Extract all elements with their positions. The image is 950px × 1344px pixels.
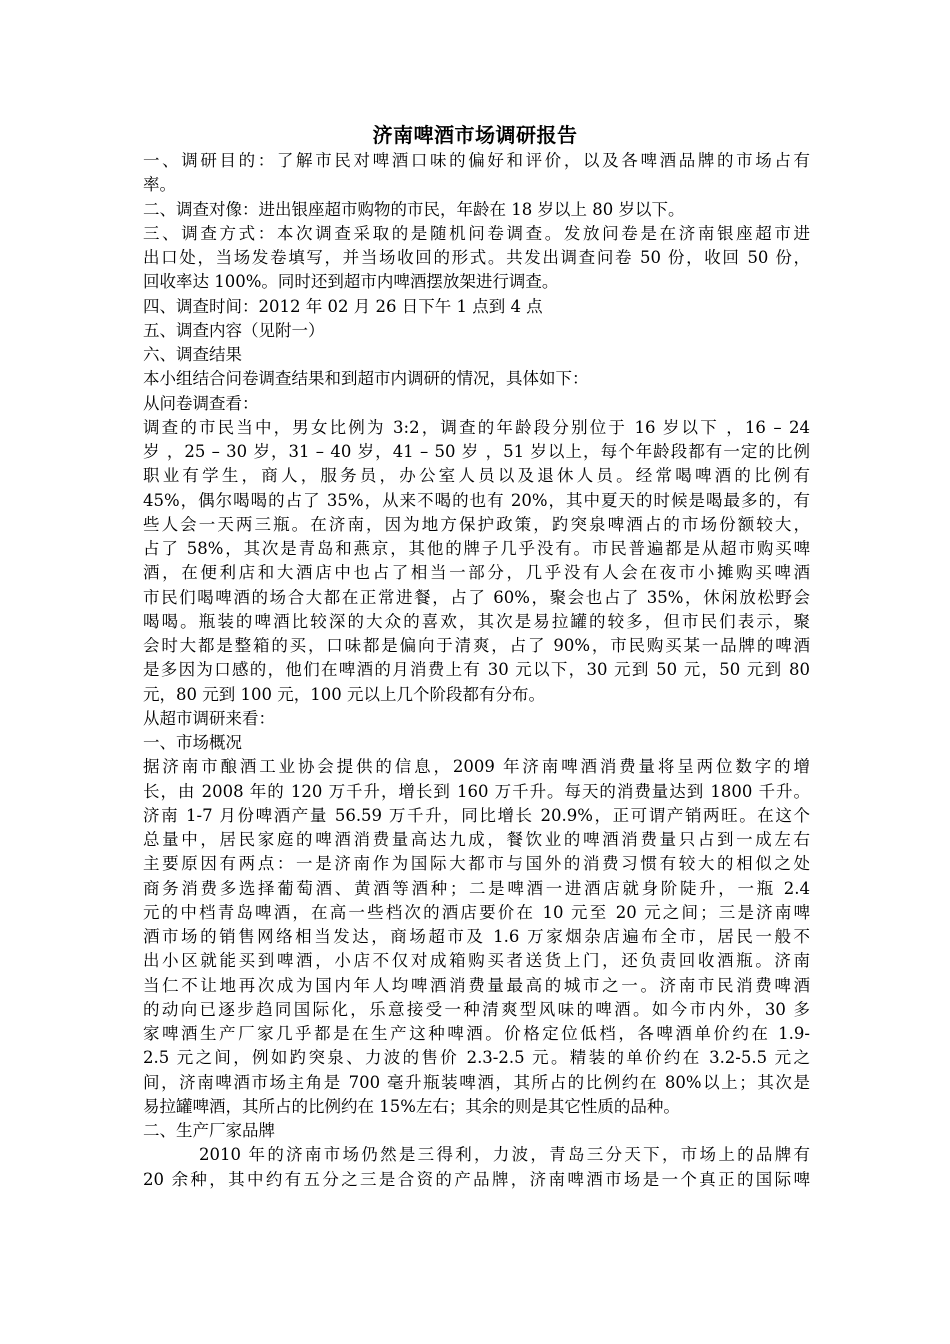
- text-line: 据济南市酿酒工业协会提供的信息，2009 年济南啤酒消费量将呈两位数字的增: [143, 757, 810, 777]
- text-line: 易拉罐啤酒，其所占的比例约在 15%左右；其余的则是其它性质的品种。: [143, 1096, 680, 1116]
- text-line: 酒，在便利店和大酒店中也占了相当一部分，几乎没有人会在夜市小摊购买啤酒: [143, 563, 810, 583]
- text-line: 会时大都是整箱的买，口味都是偏向于清爽，占了 90%，市民购买某一品牌的啤酒: [143, 636, 810, 655]
- text-line: 的动向已逐步趋同国际化，乐意接受一种清爽型风味的啤酒。如今市内外，30 多: [143, 999, 810, 1019]
- text-line: 些人会一天两三瓶。在济南，因为地方保护政策，趵突泉啤酒占的市场份额较大，: [143, 514, 810, 534]
- document-title: 济南啤酒市场调研报告: [372, 123, 578, 147]
- text-line: 市民们喝啤酒的场合大都在正常进餐，占了 60%，聚会也占了 35%，休闲放松野会: [143, 587, 810, 607]
- text-line: 从超市调研来看：: [143, 708, 275, 728]
- text-line: 回收率达 100%。同时还到超市内啤酒摆放架进行调查。: [143, 272, 559, 292]
- text-line: 从问卷调查看：: [143, 393, 259, 413]
- text-line: 长，由 2008 年的 120 万千升，增长到 160 万千升。每天的消费量达到 1800 千升。: [143, 781, 810, 801]
- text-line: 喝喝。瓶装的啤酒比较深的大众的喜欢，其次是易拉罐的较多，但市民们表示，聚: [143, 611, 810, 631]
- text-line: 当仁不让地再次成为国内年人均啤酒消费量最高的城市之一。济南市民消费啤酒: [143, 975, 810, 995]
- text-line: 间，济南啤酒市场主角是 700 毫升瓶装啤酒，其所占的比例约在 80%以上；其次是: [143, 1072, 810, 1092]
- text-line: 总量中，居民家庭的啤酒消费量高达九成，餐饮业的啤酒消费量只占到一成左右: [143, 830, 810, 849]
- text-line: 职业有学生，商人，服务员，办公室人员以及退休人员。经常喝啤酒的比例有: [143, 466, 810, 486]
- text-line: 元，80 元到 100 元，100 元以上几个阶段都有分布。: [143, 684, 545, 704]
- text-line: 一、调研目的：了解市民对啤酒口味的偏好和评价，以及各啤酒品牌的市场占有: [143, 151, 810, 170]
- text-line: 占了 58%，其次是青岛和燕京，其他的牌子几乎没有。市民普遍都是从超市购买啤: [143, 539, 810, 558]
- text-line: 家啤酒生产厂家几乎都是在生产这种啤酒。价格定位低档，各啤酒单价约在 1.9-: [143, 1024, 810, 1043]
- text-line: 2.5 元之间，例如趵突泉、力波的售价 2.3-2.5 元。精装的单价约在 3.2-5.5 元之: [143, 1048, 810, 1068]
- text-line: 四、调查时间：2012 年 02 月 26 日下午 1 点到 4 点: [143, 296, 543, 316]
- text-line: 六、调查结果: [143, 345, 242, 364]
- text-line: 20 余种，其中约有五分之三是合资的产品牌，济南啤酒市场是一个真正的国际啤: [143, 1169, 810, 1189]
- text-line: 2010 年的济南市场仍然是三得利，力波，青岛三分天下，市场上的品牌有: [199, 1145, 810, 1165]
- text-line: 调查的市民当中，男女比例为 3:2，调查的年龄段分别位于 16 岁以下 ，16 – 24: [143, 417, 810, 437]
- text-line: 是多因为口感的，他们在啤酒的月消费上有 30 元以下，30 元到 50 元，50 元到 80: [143, 660, 810, 680]
- text-line: 五、调查内容（见附一）: [143, 320, 325, 340]
- text-line: 出小区就能买到啤酒，小店不仅对成箱购买者送货上门，还负责回收酒瓶。济南: [143, 951, 810, 971]
- text-line: 商务消费多选择葡萄酒、黄酒等酒种；二是啤酒一进酒店就身阶陡升，一瓶 2.4: [143, 878, 810, 898]
- text-line: 主要原因有两点：一是济南作为国际大都市与国外的消费习惯有较大的相似之处: [143, 854, 810, 874]
- text-line: 二、调查对像：进出银座超市购物的市民，年龄在 18 岁以上 80 岁以下。: [143, 199, 685, 219]
- text-line: 岁 ，25 – 30 岁，31 – 40 岁，41 – 50 岁 ，51 岁以上，每个年龄段都有一定的比例: [143, 442, 810, 461]
- text-line: 济南 1-7 月份啤酒产量 56.59 万千升，同比增长 20.9%，正可谓产销两旺。在这个: [143, 805, 810, 825]
- text-line: 45%，偶尔喝喝的占了 35%，从来不喝的也有 20%，其中夏天的时候是喝最多的，有: [143, 490, 810, 510]
- text-line: 出口处，当场发卷填写，并当场收回的形式。共发出调查问卷 50 份，收回 50 份，: [143, 248, 810, 267]
- text-line: 元的中档青岛啤酒，在高一些档次的酒店要价在 10 元至 20 元之间；三是济南啤: [143, 902, 810, 922]
- text-line: 三、调查方式：本次调查采取的是随机问卷调查。发放问卷是在济南银座超市进: [143, 223, 810, 243]
- text-line: 率。: [143, 175, 176, 195]
- text-line: 酒市场的销售网络相当发达，商场超市及 1.6 万家烟杂店遍布全市，居民一般不: [143, 927, 810, 946]
- text-line: 一、市场概况: [143, 733, 242, 752]
- text-line: 二、生产厂家品牌: [143, 1121, 275, 1140]
- text-line: 本小组结合问卷调查结果和到超市内调研的情况，具体如下：: [143, 369, 589, 389]
